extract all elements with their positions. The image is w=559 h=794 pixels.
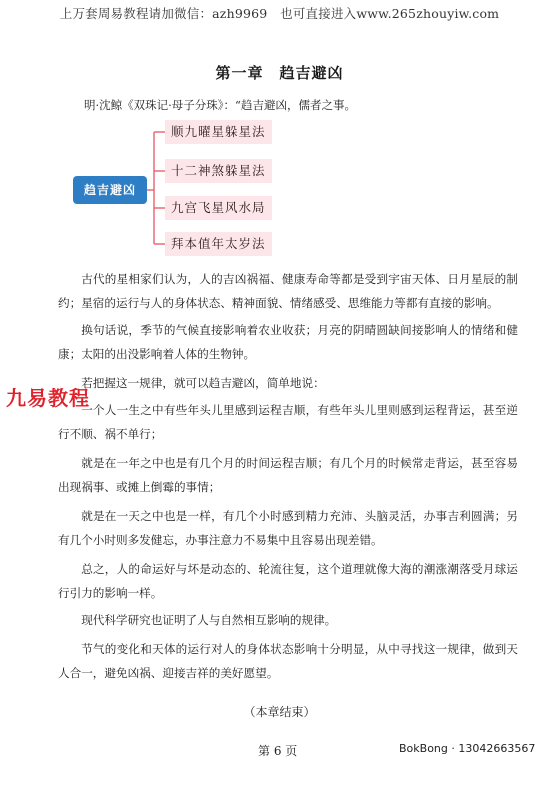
page-header: 上万套周易教程请加微信：azh9969 也可直接进入www.265zhouyiw.com <box>59 6 500 21</box>
paragraph: 节气的变化和天体的运行对人的身体状态影响十分明显，从中寻找这一规律，做到天人合一，避免凶祸、迎接吉祥的美好愿望。 <box>58 642 518 680</box>
mindmap-item: 十二神煞躲星法 <box>165 159 272 183</box>
paragraph: 一个人一生之中有些年头儿里感到运程吉顺，有些年头儿里则感到运程背运，甚至逆行不顺、祸不单行； <box>58 403 518 441</box>
mindmap-root: 趋吉避凶 <box>73 176 147 204</box>
paragraph: 就是在一天之中也是一样，有几个小时感到精力充沛、头脑灵活，办事吉利圆满；另有几个小时则多发健忘，办事注意力不易集中且容易出现差错。 <box>58 509 518 547</box>
mindmap-item: 九宫飞星风水局 <box>165 196 272 220</box>
mindmap-connectors <box>0 0 559 300</box>
mindmap-item: 顺九曜星躲星法 <box>165 120 272 144</box>
mindmap-item: 拜本值年太岁法 <box>165 232 272 256</box>
paragraph: 古代的星相家们认为，人的吉凶祸福、健康寿命等都是受到宇宙天体、日月星辰的制约；星宿的运行与人的身体状态、精神面貌、情绪感受、思维能力等都有直接的影响。 <box>58 272 518 310</box>
paragraph: 总之，人的命运好与坏是动态的、轮流往复，这个道理就像大海的潮涨潮落受月球运行引力的影响一样。 <box>58 562 518 600</box>
paragraph: 现代科学研究也证明了人与自然相互影响的规律。 <box>81 613 337 627</box>
chapter-end-note: （本章结束） <box>243 705 316 719</box>
paragraph: 若把握这一规律，就可以趋吉避凶，简单地说： <box>81 376 325 390</box>
chapter-title: 第一章 趋吉避凶 <box>215 64 344 82</box>
footer-contact: BokBong · 13042663567 <box>399 742 536 755</box>
quote-line: 明·沈鲸《双珠记·母子分珠》：“趋吉避凶，儒者之事。 <box>84 98 356 112</box>
page-number: 第 6 页 <box>258 744 298 758</box>
paragraph: 换句话说，季节的气候直接影响着农业收获；月亮的阴晴圆缺间接影响人的情绪和健康；太阳的出没影响着人体的生物钟。 <box>58 323 518 361</box>
watermark-text: 九易教程 <box>6 386 90 410</box>
paragraph: 就是在一年之中也是有几个月的时间运程吉顺；有几个月的时候常走背运，甚至容易出现祸事、或摊上倒霉的事情； <box>58 456 518 494</box>
